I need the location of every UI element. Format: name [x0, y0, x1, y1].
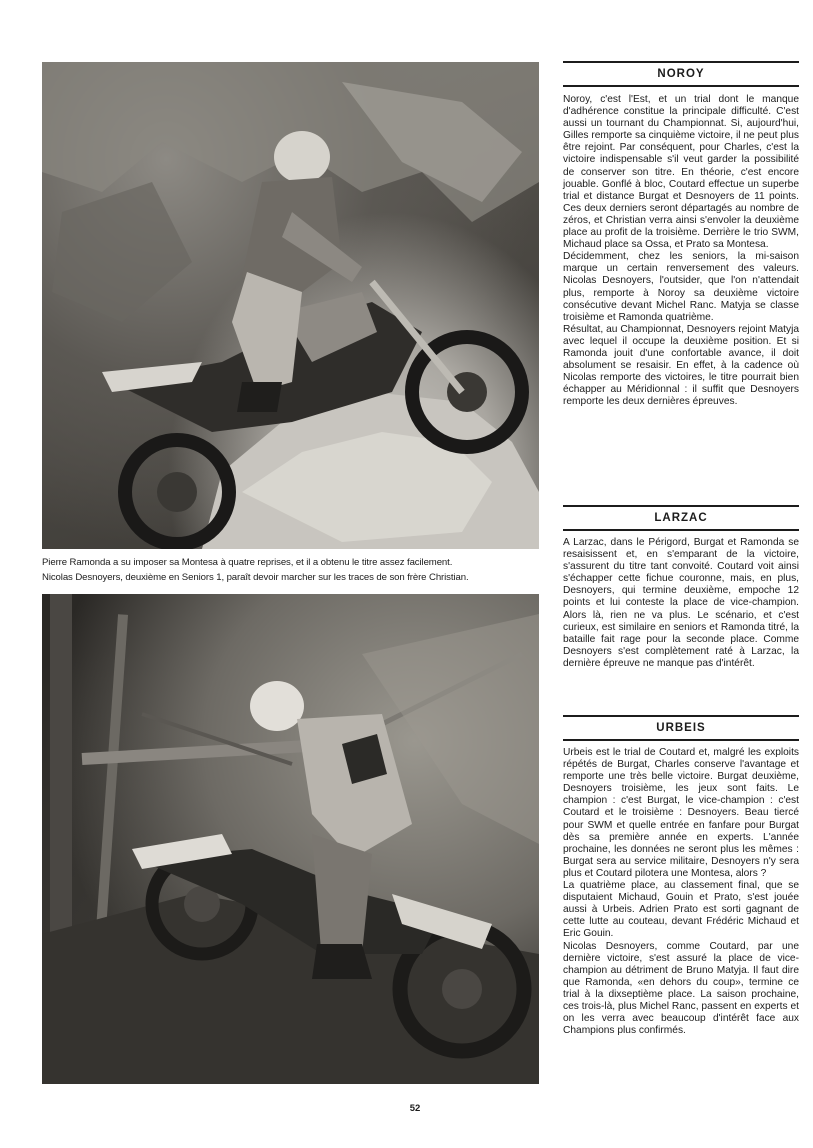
photo-rider-on-slope	[42, 594, 539, 1084]
photo-caption-top: Pierre Ramonda a su imposer sa Montesa à quatre reprises, et il a obtenu le titre assez facilement.	[42, 557, 453, 568]
section-heading-urbeis: URBEIS	[563, 715, 799, 741]
section-text-larzac	[563, 537, 799, 670]
page-number: 52	[409, 1103, 421, 1114]
section-text-noroy	[563, 94, 799, 408]
trial-rider-on-rock-photo	[42, 62, 539, 549]
section-heading-noroy: NOROY	[563, 61, 799, 87]
trial-rider-descending-slope-photo	[42, 594, 539, 1084]
paragraph: Décidemment, chez les seniors, la mi-saison marque un certain renversement des valeurs. Nicolas Desnoyers, l'outsider, que l'on n'attendait plus, remporte à Noroy sa deuxième victoire consécutive devant Michel Ranc. Matyja se classe troisième et Ramonda quatrième.	[563, 251, 799, 323]
section-text-urbeis	[563, 747, 799, 1037]
paragraph: A Larzac, dans le Périgord, Burgat et Ramonda se resaisissent et, en s'emparant de la victoire, s'assurent du titre tant convoité. Coutard voit ainsi s'échapper cette fichue couronne, mais, en plus, Desnoyers, qui termine deuxième, empoche 12 points et lui conteste la place de vice-champion. Alors là, rien ne va plus. Le scénario, et c'est curieux, est similaire en seniors et Ramonda titré, la bataille fait rage pour la seconde place. Comme Desnoyers s'est complètement raté à Larzac, la dernière épreuve ne manque pas d'intérêt.	[563, 537, 799, 669]
paragraph: Noroy, c'est l'Est, et un trial dont le manque d'adhérence constitue la principale difficulté. C'est aussi un tournant du Championnat. Si, aujourd'hui, Gilles remporte sa cinquième victoire, il ne peut plus être rejoint. Par conséquent, pour Charles, c'est la victoire indispensable s'il veut garder la possibilité de conserver son titre. En théorie, c'est encore jouable. Gonflé à bloc, Coutard effectue un superbe trial et distance Burgat et Desnoyers de 11 points. Ces deux derniers seront départagés au nombre de zéros, et Christian verra ainsi s'envoler la deuxième place au profit de la troisième. Derrière le trio SWM, Michaud place sa Ossa, et Prato sa Montesa.	[563, 94, 799, 251]
photo-caption-bottom: Nicolas Desnoyers, deuxième en Seniors 1, paraît devoir marcher sur les traces de son frère Christian.	[42, 572, 469, 583]
photo-rider-on-rock	[42, 62, 539, 549]
paragraph: Résultat, au Championnat, Desnoyers rejoint Matyja avec lequel il occupe la deuxième position. Et si Ramonda jouit d'une confortable avance, il doit absolument se resaisir. En effet, à la cadence où Nicolas remporte des victoires, le titre pourrait bien échapper au Méridionnal : il suffit que Desnoyers remporte les deux dernières épreuves.	[563, 323, 799, 408]
paragraph: Nicolas Desnoyers, comme Coutard, par une dernière victoire, s'est assuré la place de vice-champion au détriment de Bruno Matyja. Il faut dire que Ramonda, «en dehors du coup», termine ce trial à la dixseptième place. La saison prochaine, ces trois-là, plus Michel Ranc, passent en experts et on les verra avec beaucoup d'intérêt face aux Champions plus confirmés.	[563, 940, 799, 1037]
section-heading-larzac: LARZAC	[563, 505, 799, 531]
paragraph: La quatrième place, au classement final, que se disputaient Michaud, Gouin et Prato, s'est jouée aussi à Urbeis. Adrien Prato est sorti gagnant de cette lutte au couteau, devant Frédéric Michaud et Eric Gouin.	[563, 880, 799, 940]
paragraph: Urbeis est le trial de Coutard et, malgré les exploits répétés de Burgat, Charles conserve l'avantage et remporte une très belle victoire. Burgat deuxième, Desnoyers troisième, les jeux sont faits. Le champion : c'est Burgat, le vice-champion : c'est Coutard et le troisième : Desnoyers. Beau tiercé pour SWM et quelle entrée en fanfare pour Burgat dès sa première année en experts. L'année prochaine, les données ne seront plus les mêmes : Burgat sera au service militaire, Desnoyers n'y sera plus et Coutard pilotera une Montesa, alors ?	[563, 747, 799, 879]
